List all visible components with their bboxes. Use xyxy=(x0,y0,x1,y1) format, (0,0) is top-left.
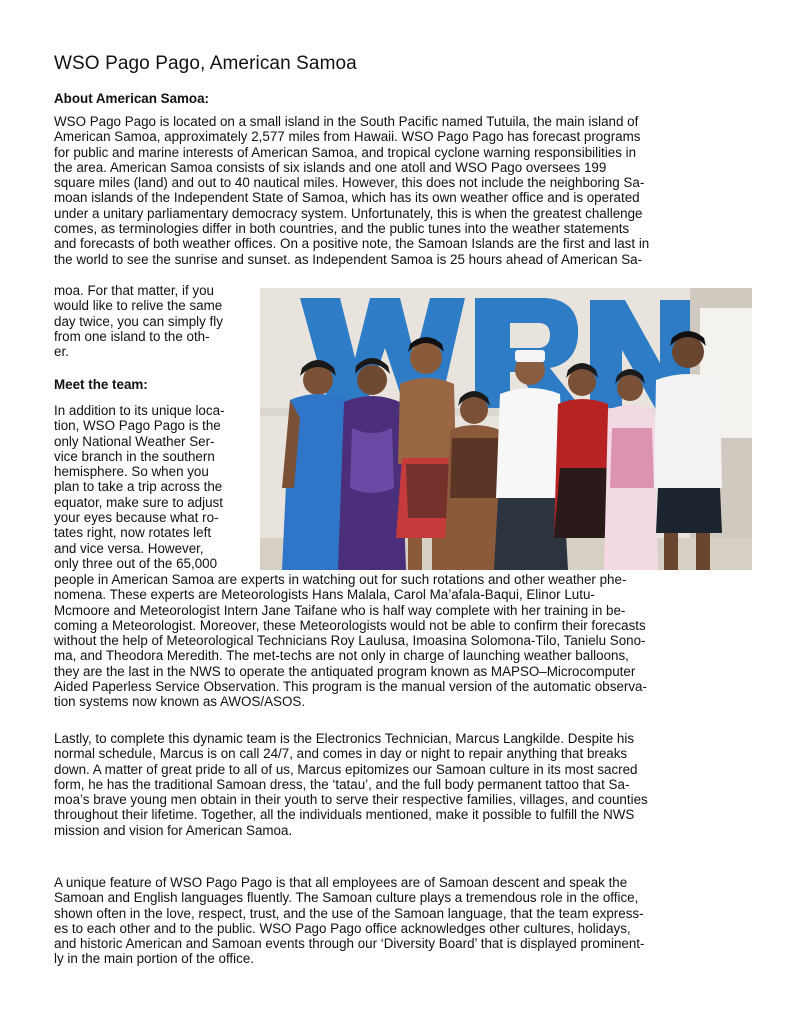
culture-line: A unique feature of WSO Pago Pago is that all employees are of Samoan descent and speak the xyxy=(54,875,628,890)
about-wrapped-line: would like to relive the same xyxy=(54,298,223,314)
team-wrapped-line: In addition to its unique loca- xyxy=(54,403,225,418)
technician-line: Lastly, to complete this dynamic team is the Electronics Technician, Marcus Langkilde. Despite his xyxy=(54,731,635,746)
culture-line: Samoan and English languages fluently. The Samoan culture plays a tremendous role in the office, xyxy=(54,890,639,906)
about-line: the world to see the sunrise and sunset. as Independent Samoa is 25 hours ahead of American Sa- xyxy=(54,251,643,267)
technician-paragraph xyxy=(54,731,648,838)
team-wrapped-line: tates right, now rotates left xyxy=(54,525,212,541)
about-line: under a unitary parliamentary democracy system. Unfortunately, this is when the greatest challenge xyxy=(54,205,643,221)
team-wrapped-line: tion, WSO Pago Pago is the xyxy=(54,418,221,434)
about-line: square miles (land) and out to 40 nautical miles. However, this does not include the neighboring Sa- xyxy=(54,175,645,191)
about-line: and forecasts of both weather offices. On a positive note, the Samoan Islands are the first and last in xyxy=(54,236,650,252)
team-line: ma, and Theodora Meredith. The met-techs are not only in charge of launching weather balloons, xyxy=(54,648,629,664)
team-wrapped-line: your eyes because what ro- xyxy=(54,510,219,526)
team-wrapped-line: only National Weather Ser- xyxy=(54,433,215,449)
technician-line: throughout their lifetime. Together, all the individuals mentioned, make it possible to fulfill the NWS xyxy=(54,807,635,823)
team-line: coming a Meteorologist. Moreover, these Meteorologists would not be able to confirm their forecasts xyxy=(54,617,646,633)
team-wrapped-line: vice branch in the southern xyxy=(54,448,215,464)
team-wrapped-line: hemisphere. So when you xyxy=(54,464,209,480)
team-line: they are the last in the NWS to operate the antiquated program known as MAPSO–Microcomputer xyxy=(54,663,636,679)
about-line: for public and marine interests of American Samoa, and tropical cyclone warning responsibilities in xyxy=(54,144,637,160)
team-wrapped-line: equator, make sure to adjust xyxy=(54,494,223,510)
culture-line: shown often in the love, respect, trust, and the use of the Samoan language, that the team express- xyxy=(54,905,644,921)
team-heading: Meet the team: xyxy=(54,377,148,392)
team-wrapped-line: plan to take a trip across the xyxy=(54,479,223,495)
culture-paragraph xyxy=(54,875,644,967)
about-wrapped-line: day twice, you can simply fly xyxy=(54,313,223,329)
about-line: American Samoa, approximately 2,577 miles from Hawaii. WSO Pago Pago has forecast programs xyxy=(54,129,641,145)
team-line: Mcmoore and Meteorologist Intern Jane Taifane who is half way complete with her training in be- xyxy=(54,602,626,618)
technician-line: form, he has the traditional Samoan dress, the ‘tatau’, and the full body permanent tattoo that Sa- xyxy=(54,776,630,792)
technician-line: moa’s brave young men obtain in their youth to serve their respective families, villages, and counties xyxy=(54,792,648,808)
team-line: nomena. These experts are Meteorologists Hans Malala, Carol Ma’afala-Baqui, Elinor Lutu- xyxy=(54,587,595,603)
team-line: tion systems now known as AWOS/ASOS. xyxy=(54,694,306,710)
about-paragraph xyxy=(54,114,649,267)
page-title: WSO Pago Pago, American Samoa xyxy=(54,53,357,74)
about-line: the area. American Samoa consists of six islands and one atoll and WSO Pago oversees 199 xyxy=(54,159,607,175)
team-photo xyxy=(260,288,752,570)
about-line: comes, as terminologies differ in both countries, and the public tunes into the weather statements xyxy=(54,221,630,237)
about-wrapped-line: from one island to the oth- xyxy=(54,328,210,344)
about-heading: About American Samoa: xyxy=(54,91,210,106)
team-paragraph xyxy=(54,572,647,710)
team-wrapped-line: and vice versa. However, xyxy=(54,540,204,556)
culture-line: es to each other and to the public. WSO Pago Pago office acknowledges other cultures, holidays, xyxy=(54,920,631,936)
about-paragraph-continued xyxy=(54,283,223,359)
about-wrapped-line: moa. For that matter, if you xyxy=(54,283,215,298)
team-wrapped-line: only three out of the 65,000 xyxy=(54,555,218,571)
team-line: people in American Samoa are experts in watching out for such rotations and other weather phe- xyxy=(54,572,627,587)
about-line: WSO Pago Pago is located on a small island in the South Pacific named Tutuila, the main island of xyxy=(54,114,639,129)
team-line: Aided Paperless Service Observation. This program is the manual version of the automatic observa- xyxy=(54,679,647,695)
about-wrapped-line: er. xyxy=(54,344,69,360)
team-line: without the help of Meteorological Technicians Roy Laulusa, Imoasina Solomona-Tilo, Tanielu Sono- xyxy=(54,633,646,649)
technician-line: down. A matter of great pride to all of us, Marcus epitomizes our Samoan culture in its most sacred xyxy=(54,761,638,777)
technician-line: normal schedule, Marcus is on call 24/7, and comes in day or night to repair anything that breaks xyxy=(54,746,628,762)
team-paragraph-wrapped xyxy=(54,403,224,571)
culture-line: and historic American and Samoan events through our ‘Diversity Board’ that is displayed prominent- xyxy=(54,936,645,952)
culture-line: ly in the main portion of the office. xyxy=(54,951,254,967)
about-line: moan islands of the Independent State of Samoa, which has its own weather office and is operated xyxy=(54,190,640,206)
technician-line: mission and vision for American Samoa. xyxy=(54,822,293,838)
